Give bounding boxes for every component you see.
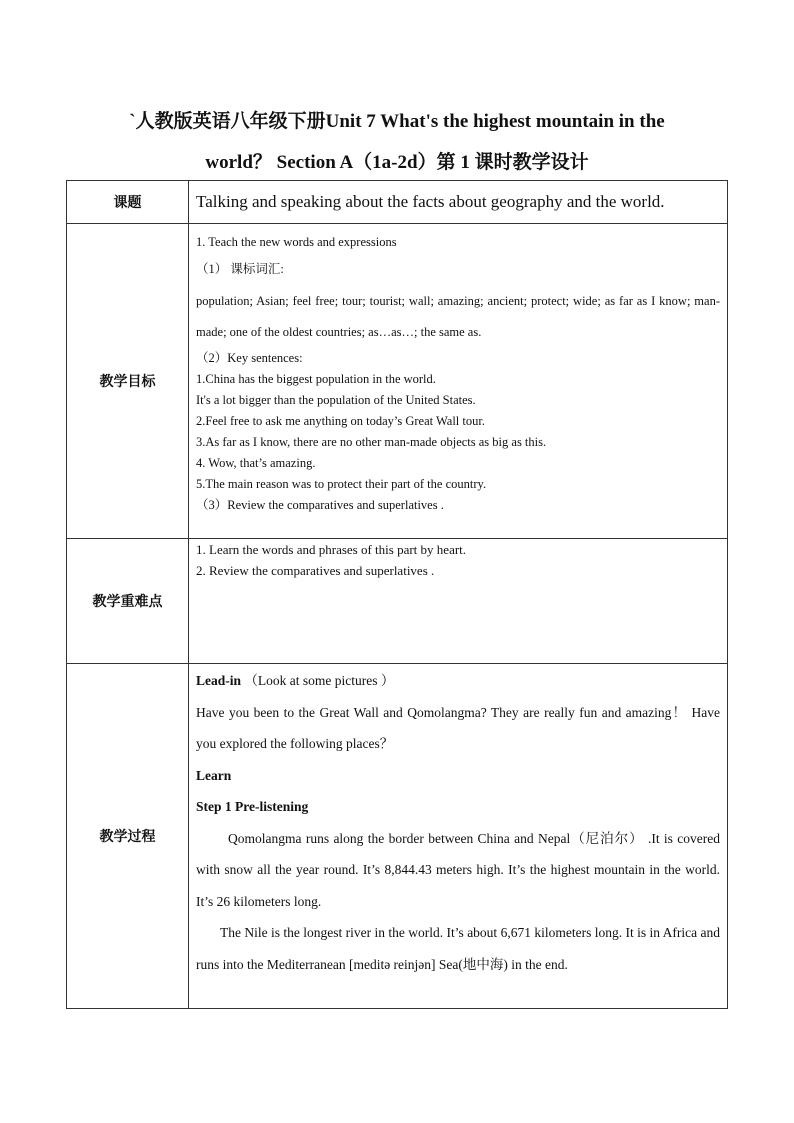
leadin-text: Have you been to the Great Wall and Qomolangma? They are really fun and amazing！ Have you explored the following places？ (196, 704, 720, 751)
qomolangma-paragraph: Qomolangma runs along the border between China and Nepal（尼泊尔） .It is covered with snow all the year round. It’s 8,844.43 meters high. It’s the highest mountain in the world. It’s 26 kilometers long. (196, 830, 720, 909)
objective-sub-3: （3）Review the comparatives and superlatives . (196, 498, 444, 512)
difficulty-item: 1. Learn the words and phrases of this part by heart. (196, 542, 467, 557)
nile-paragraph: The Nile is the longest river in the world. It’s about 6,671 kilometers long. It is in Africa and runs into the Mediterranean [meditə reinjən] Sea(地中海) in the end. (196, 925, 720, 972)
vocabulary-list: population; Asian; feel free; tour; tourist; wall; amazing; ancient; protect; wide; as far as I know; man-made; one of the oldest countries; as…as…; the same as. (196, 294, 720, 339)
key-sentence: 3.As far as I know, there are no other man-made objects as big as this. (196, 435, 547, 449)
difficulties-row (67, 539, 728, 664)
key-sentence: 2.Feel free to ask me anything on today’s Great Wall tour. (196, 414, 485, 428)
objective-sub-2: （2）Key sentences: (196, 351, 303, 365)
learn-heading: Learn (196, 767, 232, 783)
difficulties-label: 教学重难点 (67, 539, 189, 664)
key-sentence: 1.China has the biggest population in the world. (196, 372, 436, 386)
document-title-line1: `人教版英语八年级下册Unit 7 What's the highest mountain in the (129, 111, 665, 132)
objectives-label: 教学目标 (67, 224, 189, 539)
key-sentence: 4. Wow, that’s amazing. (196, 456, 316, 470)
lesson-plan-table (66, 180, 728, 1009)
process-label: 教学过程 (67, 664, 189, 1009)
key-sentence: 5.The main reason was to protect their part of the country. (196, 477, 487, 491)
leadin-note: （Look at some pictures ） (244, 673, 395, 688)
topic-label: 课题 (67, 181, 189, 224)
step1-heading: Step 1 Pre-listening (196, 799, 309, 814)
leadin-heading: Lead-in (196, 673, 242, 688)
process-row (67, 664, 728, 1009)
objective-sub-1: （1） 课标词汇: (196, 262, 284, 276)
key-sentence: It's a lot bigger than the population of the United States. (196, 393, 476, 407)
document-title-line2: world？ Section A（1a-2d）第 1 课时教学设计 (205, 152, 589, 173)
objectives-row (67, 224, 728, 539)
objectives-content (189, 224, 728, 539)
difficulties-content (189, 539, 728, 664)
topic-value: Talking and speaking about the facts about geography and the world. (189, 181, 728, 224)
objective-item-1: 1. Teach the new words and expressions (196, 235, 397, 249)
process-content (189, 664, 728, 1009)
difficulty-item: 2. Review the comparatives and superlatives . (196, 563, 435, 578)
topic-row (67, 181, 728, 224)
